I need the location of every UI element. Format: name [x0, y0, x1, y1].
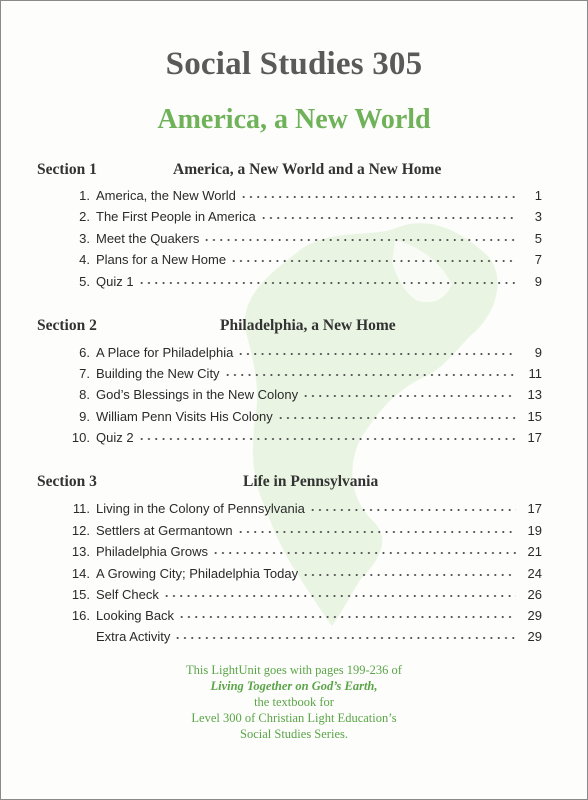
entry-label: God’s Blessings in the New Colony	[96, 387, 299, 402]
entry-number: 6.	[79, 345, 90, 360]
toc-entry	[60, 209, 542, 229]
toc-entry	[60, 409, 542, 429]
dot-leader	[174, 628, 516, 640]
entry-label: The First People in America	[96, 209, 256, 224]
dot-leader	[178, 607, 516, 619]
entry-label: Building the New City	[96, 366, 220, 381]
entry-page: 13	[527, 387, 542, 402]
toc-entry	[60, 587, 542, 607]
note-line: This LightUnit goes with pages 199-236 of	[186, 663, 402, 677]
entry-number: 14.	[71, 566, 90, 581]
entry-page: 19	[527, 523, 542, 538]
section-title: Philadelphia, a New Home	[220, 317, 396, 334]
entry-page: 9	[534, 345, 542, 360]
dot-leader	[138, 273, 516, 285]
entry-label: Living in the Colony of Pennsylvania	[96, 501, 305, 516]
entry-page: 29	[527, 629, 542, 644]
note-line: the textbook for	[254, 695, 334, 709]
dot-leader	[138, 429, 516, 441]
toc-entry	[60, 366, 542, 386]
dot-leader	[240, 187, 516, 199]
entry-number: 5.	[79, 274, 90, 289]
section-label: Section 3	[37, 473, 97, 490]
entry-page: 7	[534, 252, 542, 267]
entry-label: Settlers at Germantown	[96, 523, 233, 538]
entry-label: Self Check	[96, 587, 159, 602]
toc-entry	[60, 430, 542, 450]
dot-leader	[224, 365, 516, 377]
dot-leader	[260, 208, 516, 220]
entry-label: Meet the Quakers	[96, 231, 200, 246]
toc-entry	[60, 387, 542, 407]
entry-label: William Penn Visits His Colony	[96, 409, 273, 424]
entry-label: Quiz 2	[96, 430, 134, 445]
note-line: Level 300 of Christian Light Education’s	[191, 711, 397, 725]
dot-leader	[237, 344, 516, 356]
entry-page: 26	[527, 587, 542, 602]
section-title: Life in Pennsylvania	[243, 473, 379, 490]
entry-number: 2.	[79, 209, 90, 224]
toc-entry	[60, 544, 542, 564]
dot-leader	[163, 586, 516, 598]
dot-leader	[230, 251, 516, 263]
entry-number: 10.	[71, 430, 90, 445]
entry-page: 9	[534, 274, 542, 289]
toc-entry	[60, 231, 542, 251]
toc-entry	[60, 188, 542, 208]
toc-entry	[60, 345, 542, 365]
dot-leader	[302, 565, 516, 577]
entry-page: 11	[528, 366, 542, 381]
dot-leader	[277, 408, 516, 420]
entry-page: 17	[527, 501, 542, 516]
entry-label: Extra Activity	[96, 629, 171, 644]
dot-leader	[203, 230, 516, 242]
entry-number: 8.	[79, 387, 90, 402]
section-2-header	[37, 317, 557, 337]
dot-leader	[309, 500, 516, 512]
section-1-header	[37, 161, 557, 181]
entry-label: Philadelphia Grows	[96, 544, 209, 559]
entry-number: 16.	[71, 608, 90, 623]
note-line: Social Studies Series.	[240, 727, 348, 741]
entry-label: A Growing City; Philadelphia Today	[96, 566, 299, 581]
textbook-note	[0, 662, 588, 742]
toc-entry	[60, 629, 542, 649]
toc-entry	[60, 501, 542, 521]
entry-number: 3.	[79, 231, 90, 246]
section-label: Section 2	[37, 317, 97, 334]
textbook-title: Living Together on God’s Earth,	[210, 679, 378, 693]
entry-page: 5	[534, 231, 542, 246]
entry-number: 1.	[79, 188, 90, 203]
entry-label: Quiz 1	[96, 274, 134, 289]
entry-number: 4.	[79, 252, 90, 267]
section-label: Section 1	[37, 161, 97, 178]
entry-number: 11.	[72, 501, 90, 516]
entry-page: 3	[534, 209, 542, 224]
entry-page: 1	[534, 188, 542, 203]
toc-entry	[60, 252, 542, 272]
entry-label: Plans for a New Home	[96, 252, 227, 267]
entry-number: 15.	[71, 587, 90, 602]
entry-page: 29	[527, 608, 542, 623]
entry-number: 9.	[79, 409, 90, 424]
entry-number: 12.	[71, 523, 90, 538]
entry-page: 24	[527, 566, 542, 581]
section-3-header	[37, 473, 557, 493]
entry-number: 13.	[71, 544, 90, 559]
section-title: America, a New World and a New Home	[173, 161, 442, 178]
unit-subtitle: America, a New World	[157, 104, 431, 135]
page-title: Social Studies 305	[165, 46, 423, 82]
dot-leader	[302, 386, 516, 398]
entry-label: A Place for Philadelphia	[96, 345, 234, 360]
entry-page: 15	[527, 409, 542, 424]
toc-entry	[60, 274, 542, 294]
entry-label: Looking Back	[96, 608, 175, 623]
dot-leader	[212, 543, 516, 555]
entry-page: 17	[527, 430, 542, 445]
toc-entry	[60, 608, 542, 628]
entry-label: America, the New World	[96, 188, 236, 203]
dot-leader	[237, 522, 516, 534]
toc-entry	[60, 566, 542, 586]
entry-number: 7.	[79, 366, 90, 381]
entry-page: 21	[527, 544, 542, 559]
toc-entry	[60, 523, 542, 543]
